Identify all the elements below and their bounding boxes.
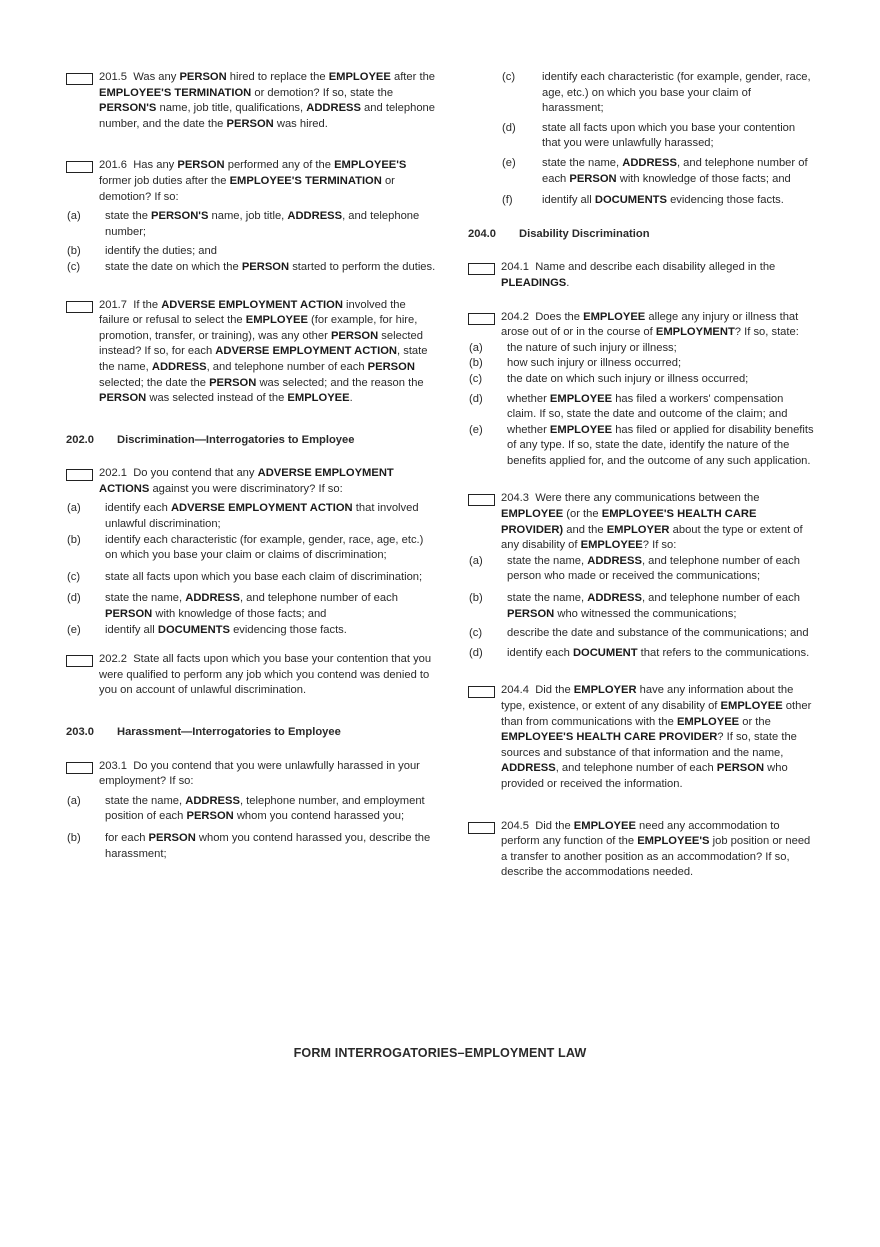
subitem-202-1-a: (a) identify each ADVERSE EMPLOYMENT ACTION that involved unlawful discrimination; <box>67 502 419 531</box>
subitem-204-3-c: (c) describe the date and substance of the communications; and <box>469 627 809 640</box>
interrogatory-204-2: 204.2 Does the EMPLOYEE allege any injury or illness that arose out of or in the course of EMPLOYMENT? If so, state: (a) the nature of such injury or illness; (b) how such injury or illness occurred; (c) the date on which such injury or illness occurred; (d) whether EMPLOYEE has filed a workers' compensation claim. If so, state the date and outcome of the claim; and (e) whether EMPLOYEE has filed or applied for disability benefits of any type. If so, state the date, identify the nature of the benefits applied for, and the outcome of any such application. <box>468 310 814 470</box>
subitem-202-1-c: (c) state all facts upon which you base each claim of discrimination; <box>67 570 423 583</box>
interrogatory-204-4: 204.4 Did the EMPLOYER have any information about the type, existence, or extent of any disability of EMPLOYEE other than from communications with the EMPLOYEE or the EMPLOYEE'S HEALTH CARE PROVIDER? If so, state the sources and substance of that information and the name, ADDRESS, and telephone number of each PERSON who provided or received the information. <box>468 683 814 792</box>
subitem-203-1-e: (e) state the name, ADDRESS, and telephone number of each PERSON with knowledge of those facts; and <box>502 156 808 185</box>
checkbox-201-7[interactable] <box>66 301 93 313</box>
checkbox-204-5[interactable] <box>468 822 495 834</box>
interrogatory-201-6: 201.6 Has any PERSON performed any of the EMPLOYEE'S former job duties after the EMPLOYEE'S TERMINATION or demotion? If so: (a) state the PERSON'S name, job title, ADDRESS, and telephone number; (b) identify the duties; and (c) state the date on which the PERSON started to perform the duties. <box>66 158 438 275</box>
checkbox-202-1[interactable] <box>66 469 93 481</box>
interrogatory-202-1: 202.1 Do you contend that any ADVERSE EMPLOYMENT ACTIONS against you were discriminatory? If so: (a) identify each ADVERSE EMPLOYMENT ACTION that involved unlawful discrimination; (b) identify each characteristic (for example, gender, race, age, etc.) on which you base your claim or claims of discrimination; (c) state all facts upon which you base each claim of discrimination; (d) state the name, ADDRESS, and telephone number of each PERSON with knowledge of those facts; and (e) identify all DOCUMENTS evidencing those facts. <box>66 466 438 638</box>
subitem-202-1-d: (d) state the name, ADDRESS, and telephone number of each PERSON with knowledge of those facts; and <box>67 592 398 621</box>
subitem-203-1-f: (f) identify all DOCUMENTS evidencing those facts. <box>502 194 784 207</box>
checkbox-201-5[interactable] <box>66 73 93 85</box>
subitem-203-1-d: (d) state all facts upon which you base your contention that you were unlawfully harassed; <box>502 121 796 150</box>
checkbox-204-3[interactable] <box>468 494 495 506</box>
subitem-204-2-b: (b) how such injury or illness occurred; <box>469 357 682 370</box>
interrogatory-204-3: 204.3 Were there any communications between the EMPLOYEE (or the EMPLOYEE'S HEALTH CARE PROVIDER) and the EMPLOYER about the type or extent of any disability of EMPLOYEE? If so: (a) state the name, ADDRESS, and telephone number of each person who made or received the communications; (b) state the name, ADDRESS, and telephone number of each PERSON who witnessed the communications; (c) describe the date and substance of the communications; and (d) identify each DOCUMENT that refers to the communications. <box>468 491 814 661</box>
subitem-204-3-b: (b) state the name, ADDRESS, and telephone number of each PERSON who witnessed the communications; <box>469 592 800 620</box>
section-heading-204: 204.0 Disability Discrimination <box>468 227 650 240</box>
checkbox-202-2[interactable] <box>66 655 93 667</box>
subitem-203-1-c: (c) identify each characteristic (for example, gender, race, age, etc.) on which you base your claim of harassment; <box>502 71 811 115</box>
section-heading-203: 203.0 Harassment—Interrogatories to Employee <box>66 726 341 738</box>
subitem-204-2-a: (a) the nature of such injury or illness; <box>469 341 677 354</box>
interrogatory-204-1: 204.1 Name and describe each disability alleged in the PLEADINGS. <box>468 260 814 291</box>
subitem-204-2-d: (d) whether EMPLOYEE has filed a workers' compensation claim. If so, state the date and outcome of the claim; and <box>469 392 788 421</box>
left-column <box>66 70 438 862</box>
checkbox-201-6[interactable] <box>66 161 93 173</box>
interrogatory-203-1: 203.1 Do you contend that you were unlawfully harassed in your employment? If so: (a) state the name, ADDRESS, telephone number, and employment position of each PERSON whom you contend harassed you; (b) for each PERSON whom you contend harassed you, describe the harassment; <box>66 759 438 863</box>
interrogatory-201-5: 201.5 Was any PERSON hired to replace the EMPLOYEE after the EMPLOYEE'S TERMINATION or demotion? If so, state the PERSON'S name, job title, qualifications, ADDRESS and telephone number, and the date the PERSON was hired. <box>66 70 438 132</box>
checkbox-204-2[interactable] <box>468 313 495 325</box>
checkbox-204-1[interactable] <box>468 263 495 275</box>
form-footer-title: FORM INTERROGATORIES–EMPLOYMENT LAW <box>293 1046 587 1060</box>
right-column <box>468 70 814 881</box>
subitem-204-2-e: (e) whether EMPLOYEE has filed or applied for disability benefits of any type. If so, state the date, identify the nature of the benefits applied for, and the outcome of any such application. <box>469 423 814 467</box>
subitem-201-6-c: (c) state the date on which the PERSON started to perform the duties. <box>67 260 436 273</box>
subitem-203-1-a: (a) state the name, ADDRESS, telephone number, and employment position of each PERSON whom you contend harassed you; <box>67 794 425 823</box>
subitem-201-6-a: (a) state the PERSON'S name, job title, ADDRESS, and telephone number; <box>67 210 420 238</box>
interrogatory-202-2: 202.2 State all facts upon which you base your contention that you were qualified to perform any job which you contend was denied to you on account of unlawful discrimination. <box>66 652 438 699</box>
section-heading-202: 202.0 Discrimination—Interrogatories to Employee <box>66 433 355 446</box>
checkbox-204-4[interactable] <box>468 686 495 698</box>
subitem-204-3-d: (d) identify each DOCUMENT that refers to the communications. <box>469 646 810 659</box>
subitem-204-3-a: (a) state the name, ADDRESS, and telephone number of each person who made or received the communications; <box>469 554 800 583</box>
checkbox-203-1[interactable] <box>66 762 93 774</box>
subitem-203-1-b: (b) for each PERSON whom you contend harassed you, describe the harassment; <box>67 831 431 860</box>
subitem-202-1-b: (b) identify each characteristic (for example, gender, race, age, etc.) on which you base your claim or claims of discrimination; <box>67 533 424 562</box>
subitem-201-6-b: (b) identify the duties; and <box>67 245 217 258</box>
interrogatory-201-7: 201.7 If the ADVERSE EMPLOYMENT ACTION involved the failure or refusal to select the EMPLOYEE (for example, for hire, promotion, transfer, or training), was any other PERSON selected instead? If so, for each ADVERSE EMPLOYMENT ACTION, state the name, ADDRESS, and telephone number of each PERSON selected; the date the PERSON was selected; and the reason the PERSON was selected instead of the EMPLOYEE. <box>66 298 438 407</box>
subitem-202-1-e: (e) identify all DOCUMENTS evidencing those facts. <box>67 623 347 636</box>
interrogatory-204-5: 204.5 Did the EMPLOYEE need any accommodation to perform any function of the EMPLOYEE'S job position or need a transfer to another position as an accommodation? If so, describe the accommodations needed. <box>468 819 814 881</box>
subitem-204-2-c: (c) the date on which such injury or illness occurred; <box>469 372 749 385</box>
